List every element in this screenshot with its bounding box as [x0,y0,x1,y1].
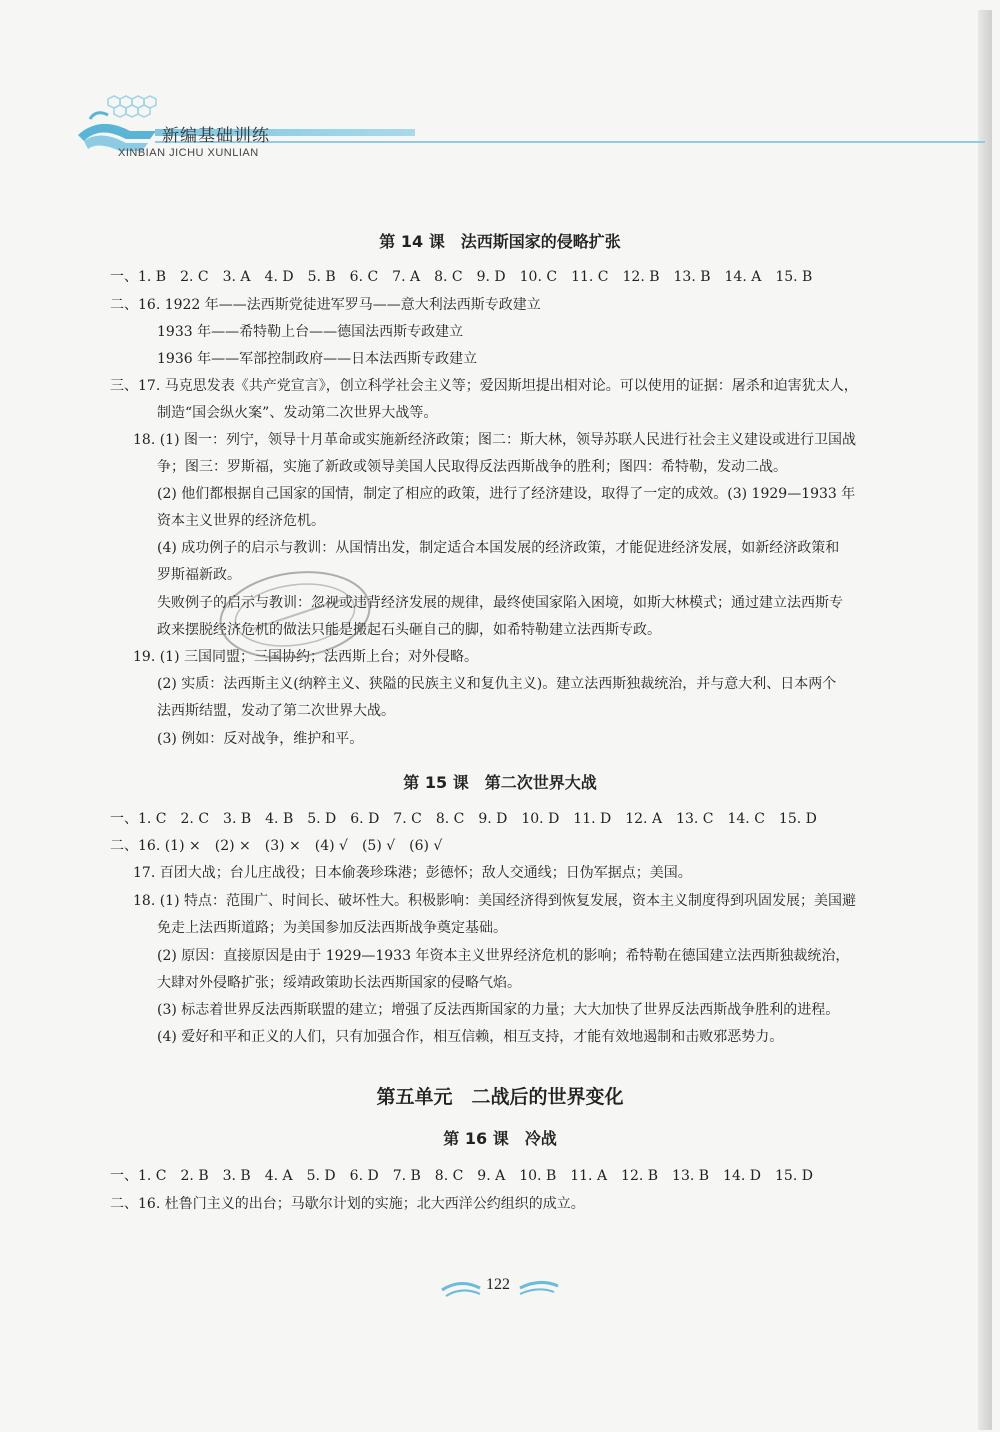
l15-q17: 17. 百团大战；台儿庄战役；日本偷袭珍珠港；彭德怀；敌人交通线；日伪军据点；美国。 [133,865,692,881]
page-header [70,95,985,165]
l14-q19-line1: 19. (1) 三国同盟；三国协约；法西斯上台；对外侵略。 [133,649,478,665]
l16-q16: 二、16. 杜鲁门主义的出台；马歇尔计划的实施；北大西洋公约组织的成立。 [110,1196,585,1212]
l14-q18-line2: 争；图三：罗斯福，实施了新政或领导美国人民取得反法西斯战争的胜利；图四：希特勒，发动二战。 [157,459,787,475]
l15-q18-line6: (4) 爱好和平和正义的人们，只有加强合作，相互信赖，相互支持，才能有效地遏制和击败邪恶势力。 [157,1029,784,1045]
l15-q16: 二、16. (1) × (2) × (3) × (4) √ (5) √ (6) √ [110,838,443,854]
l16-mc-answers: 一、1. C 2. B 3. B 4. A 5. D 6. D 7. B 8. C 9. A 10. B 11. A 12. B 13. B 14. D 15. D [110,1168,813,1184]
l14-mc-answers: 一、1. B 2. C 3. A 4. D 5. B 6. C 7. A 8. C 9. D 10. C 11. C 12. B 13. B 14. A 15. B [110,269,813,285]
page-number: 122 [486,1276,510,1293]
l14-q17-line1: 三、17. 马克思发表《共产党宣言》，创立科学社会主义等；爱因斯坦提出相对论。可以使用的证据：屠杀和迫害犹太人， [110,378,858,394]
l14-q17-line2: 制造“国会纵火案”、发动第二次世界大战等。 [157,405,438,421]
l14-q18-line7: 失败例子的启示与教训：忽视或违背经济发展的规律，最终使国家陷入困境，如斯大林模式；通过建立法西斯专 [157,595,843,611]
l14-q18-line1: 18. (1) 图一：列宁，领导十月革命或实施新经济政策；图二：斯大林，领导苏联人民进行社会主义建设或进行卫国战 [133,432,856,448]
l15-q18-line2: 免走上法西斯道路；为美国参加反法西斯战争奠定基础。 [157,920,507,936]
l14-q18-line6: 罗斯福新政。 [157,567,241,583]
l15-q18-line4: 大肆对外侵略扩张；绥靖政策助长法西斯国家的侵略气焰。 [157,975,521,991]
l14-q18-line4: 资本主义世界的经济危机。 [157,513,325,529]
header-subtitle: XINBIAN JICHU XUNLIAN [118,147,259,159]
l14-q18-line8: 政来摆脱经济危机的做法只能是搬起石头砸自己的脚，如希特勒建立法西斯专政。 [157,622,661,638]
l14-q19-line2: (2) 实质：法西斯主义(纳粹主义、狭隘的民族主义和复仇主义)。建立法西斯独裁统治，并与意大利、日本两个 [157,676,837,692]
l15-q18-line5: (3) 标志着世界反法西斯联盟的建立；增强了反法西斯国家的力量；大大加快了世界反法西斯战争胜利的进程。 [157,1002,840,1018]
unit-5-title: 第五单元 二战后的世界变化 [376,1086,624,1108]
lesson-16-title: 第 16 课 冷战 [443,1129,557,1148]
l14-q16-line3: 1936 年——军部控制政府——日本法西斯专政建立 [157,351,478,367]
header-rule [155,141,985,143]
l14-q19-line4: (3) 例如：反对战争，维护和平。 [157,731,364,747]
l15-q18-line1: 18. (1) 特点：范围广、时间长、破坏性大。积极影响：美国经济得到恢复发展，资本主义制度得到巩固发展；美国避 [133,893,856,909]
stamp-mark [210,560,380,670]
l15-q18-line3: (2) 原因：直接原因是由于 1929—1933 年资本主义世界经济危机的影响；希特勒在德国建立法西斯独裁统治， [157,948,850,964]
l14-q16-line1: 二、16. 1922 年——法西斯党徒进军罗马——意大利法西斯专政建立 [110,297,541,313]
l14-q19-line3: 法西斯结盟，发动了第二次世界大战。 [157,703,395,719]
lesson-14-title: 第 14 课 法西斯国家的侵略扩张 [379,232,621,251]
l14-q18-line3: (2) 他们都根据自己国家的国情，制定了相应的政策，进行了经济建设，取得了一定的成效。(3) 1929—1933 年 [157,486,856,502]
header-title: 新编基础训练 [162,126,270,146]
lesson-15-title: 第 15 课 第二次世界大战 [403,773,597,792]
page-edge-shadow [978,10,992,1430]
l14-q16-line2: 1933 年——希特勒上台——德国法西斯专政建立 [157,324,464,340]
l15-mc-answers: 一、1. C 2. C 3. B 4. B 5. D 6. D 7. C 8. C 9. D 10. D 11. D 12. A 13. C 14. C 15. D [110,811,817,827]
l14-q18-line5: (4) 成功例子的启示与教训：从国情出发，制定适合本国发展的经济政策，才能促进经济发展，如新经济政策和 [157,540,840,556]
